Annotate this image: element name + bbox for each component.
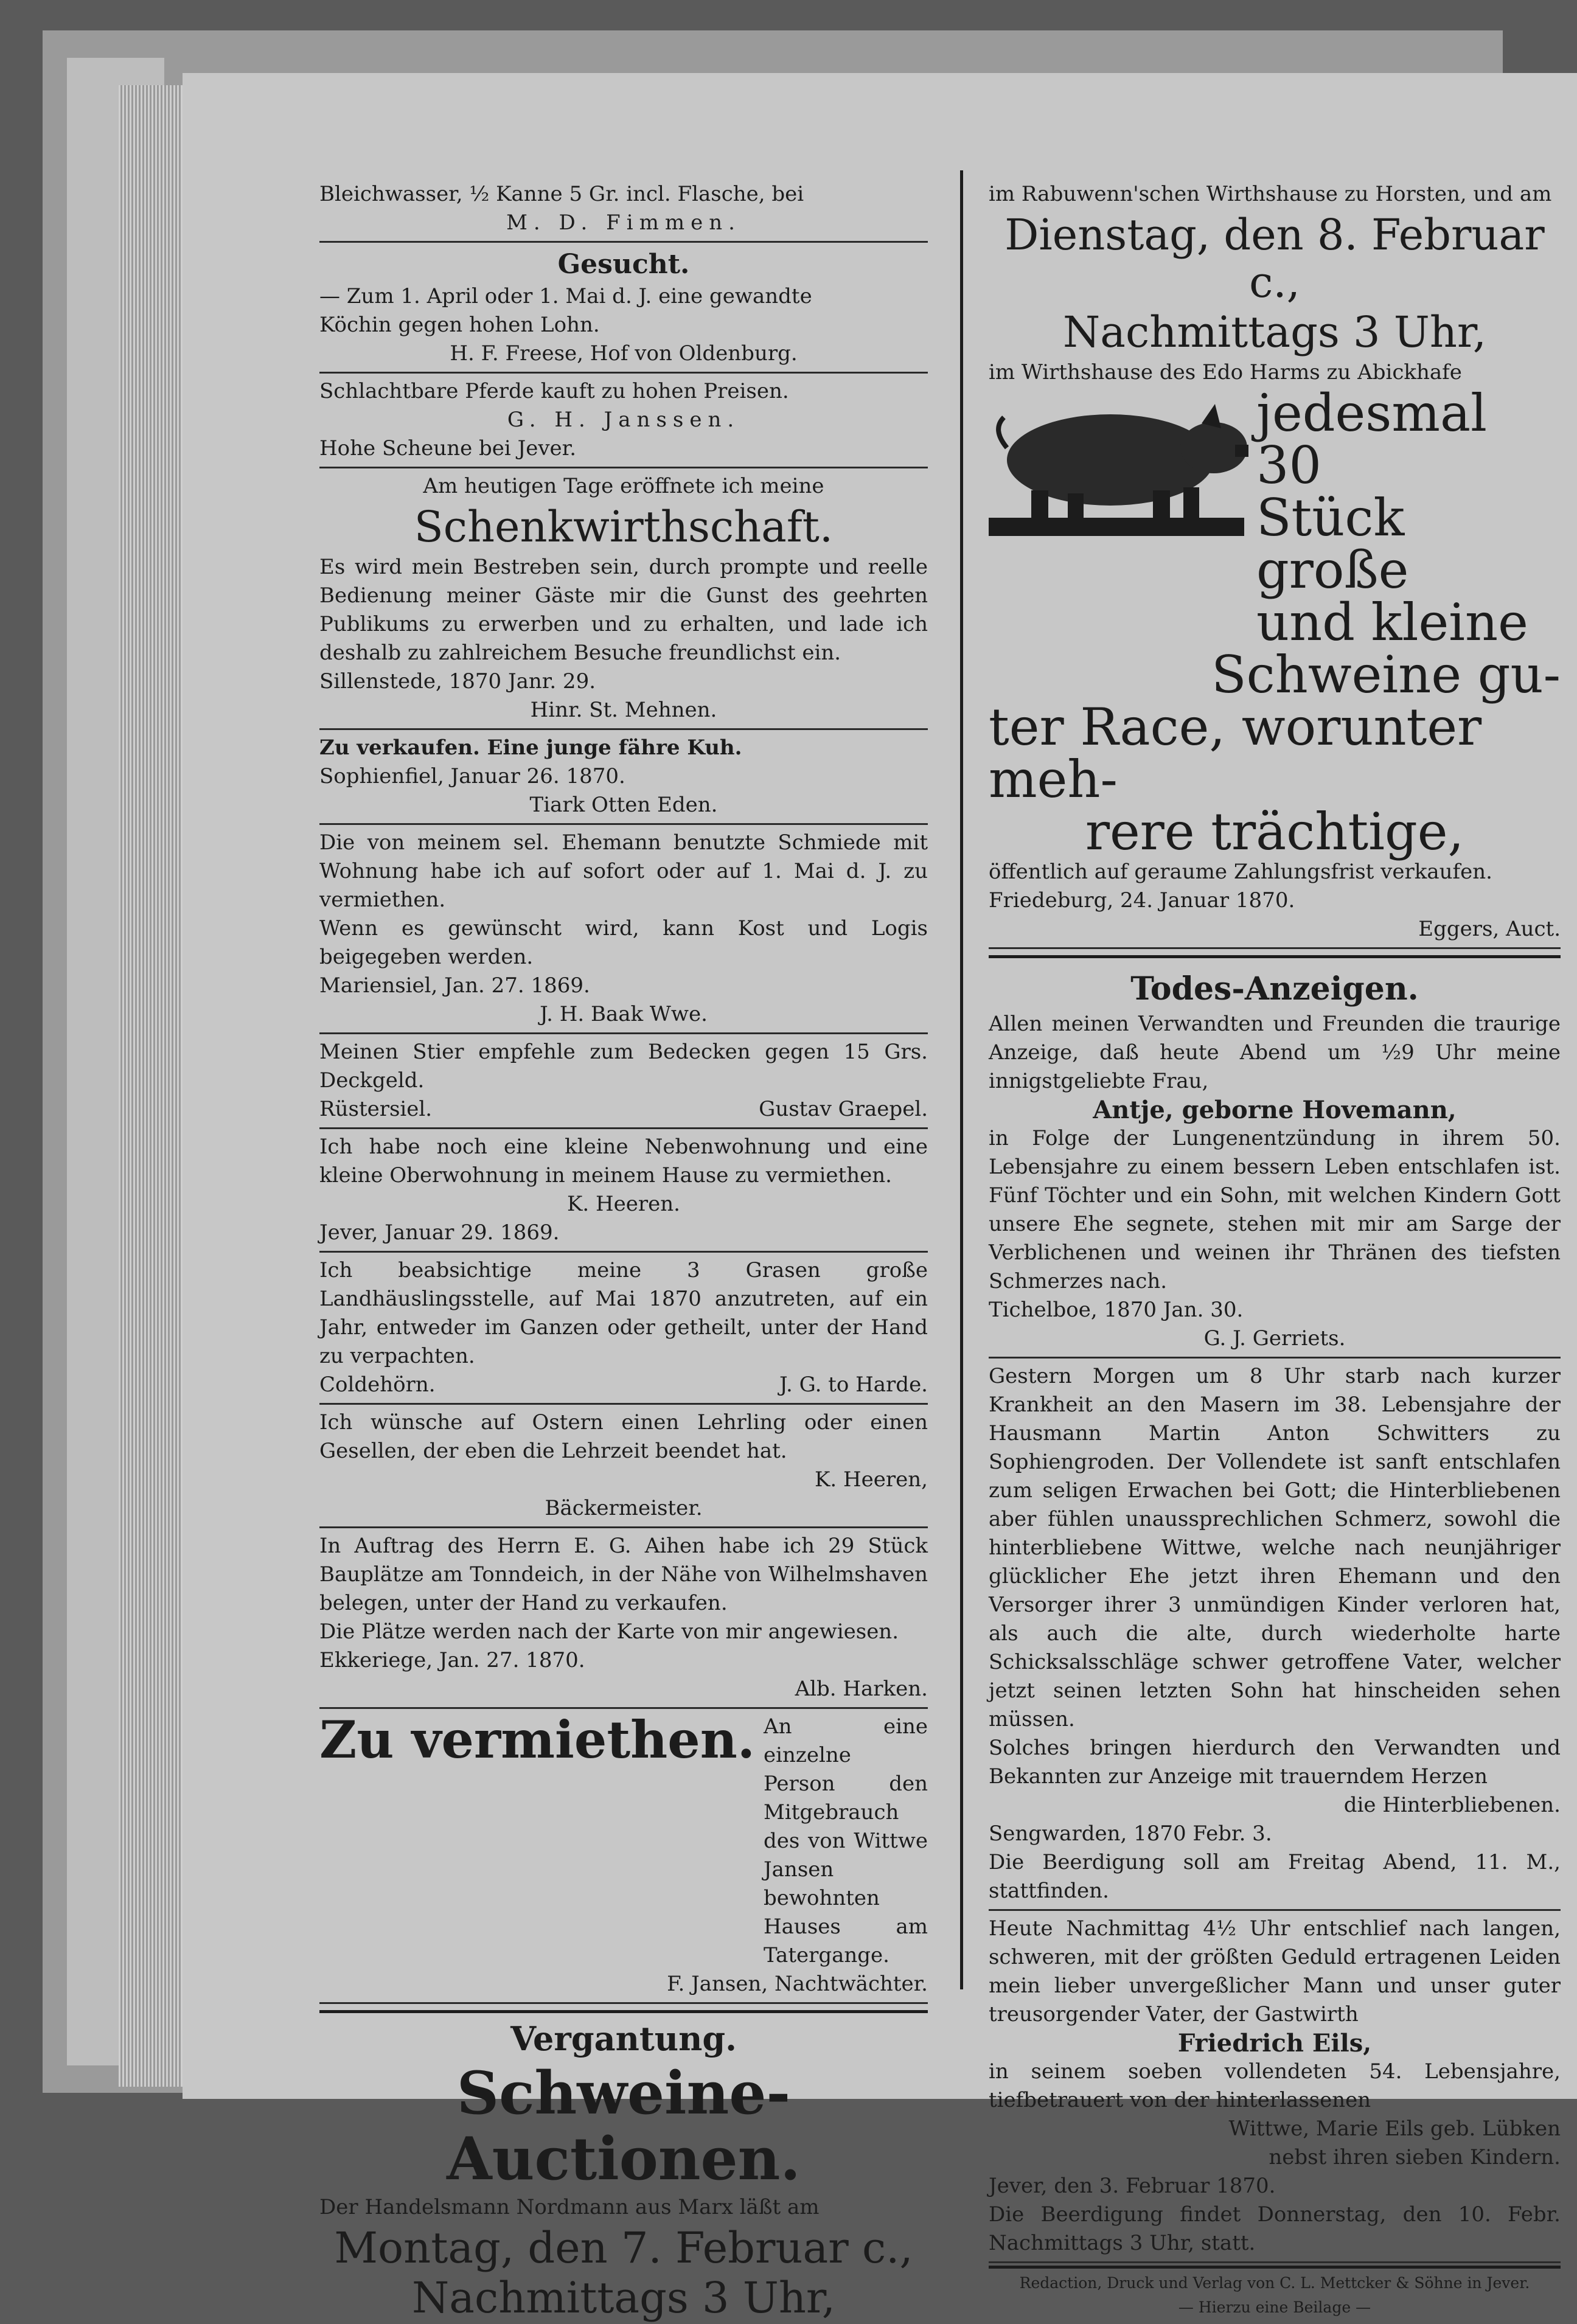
ad-lehrling: [319, 1405, 928, 1528]
notice-text: in Folge der Lungenentzündung in ihrem 50. Lebensjahre zu einem bessern Leben entschlafen ist. Fünf Töchter und ein Sohn, mit welchen Kindern Gott unsere Ehe segnete, stehen mit mir am Sarge der Verblichenen und weinen ihr Thränen des tiefsten Schmerzes nach.: [989, 1126, 1561, 1293]
ad-headline: Stück große: [1256, 488, 1409, 600]
ad-headline: rere trächtige,: [1085, 802, 1464, 861]
death-notice-eils: [989, 1911, 1561, 2263]
ad-text: Die Plätze werden nach der Karte von mir angewiesen.: [319, 1619, 899, 1644]
ad-title: Gesucht.: [557, 249, 690, 280]
ad-kuh: [319, 730, 928, 825]
ad-bauplaetze: [319, 1528, 928, 1709]
notice-text: Heute Nachmittag 4½ Uhr entschlief nach langen, schweren, mit der größten Geduld ertragenen Leiden mein lieber unvergeßlicher Mann und unser guter treusorgender Vater, der Gastwirth: [989, 1916, 1561, 2027]
ad-signature: J. H. Baak Wwe.: [540, 1002, 708, 1026]
ad-text: im Rabuwenn'schen Wirthshause zu Horsten, und am: [989, 182, 1552, 206]
ad-signature: K. Heeren,: [815, 1467, 928, 1492]
ad-stier: [319, 1034, 928, 1129]
ad-headline: und kleine: [1256, 593, 1528, 652]
notice-date: Jever, den 3. Februar 1870.: [989, 2174, 1276, 2198]
ad-text: Schlachtbare Pferde kauft zu hohen Preisen.: [319, 379, 789, 403]
ad-text: Wenn es gewünscht wird, kann Kost und Logis beigegeben werden.: [319, 916, 928, 969]
ad-gesucht: [319, 243, 928, 374]
ad-schmiede: [319, 825, 928, 1034]
ad-text: Ich wünsche auf Ostern einen Lehrling oder einen Gesellen, der eben die Lehrzeit beendet hat.: [319, 1410, 928, 1463]
notice-name: Friedrich Eils,: [1177, 2029, 1372, 2058]
footer-rule: [989, 2266, 1561, 2269]
right-column: [989, 176, 1561, 2320]
ad-schweine-auktion-continued: [989, 176, 1561, 949]
notice-date: Sengwarden, 1870 Febr. 3.: [989, 1821, 1272, 1846]
notice-text: Die Beerdigung findet Donnerstag, den 10. Febr. Nachmittags 3 Uhr, statt.: [989, 2202, 1561, 2255]
ad-signature: Eggers, Auct.: [1418, 917, 1561, 941]
ad-date: Jever, Januar 29. 1869.: [319, 1220, 560, 1245]
section-rule: [319, 2010, 928, 2013]
ad-headline: ter Race, worunter meh-: [989, 697, 1482, 809]
column-divider: [960, 170, 963, 1989]
ad-text: — Zum 1. April oder 1. Mai d. J. eine gewandte: [319, 284, 812, 308]
death-notice-schwitters: [989, 1359, 1561, 1911]
supplement-note: — Hierzu eine Beilage —: [1178, 2298, 1371, 2316]
notice-signature: nebst ihren sieben Kindern.: [1269, 2145, 1561, 2169]
ad-signature: M. D. Fimmen.: [506, 210, 741, 235]
ad-date: Montag, den 7. Februar c.,: [334, 2223, 913, 2273]
pig-text-block: [1256, 383, 1561, 652]
ad-time: Nachmittags 3 Uhr,: [1063, 307, 1486, 357]
ad-text: An eine einzelne Person den Mitgebrauch des von Wittwe Jansen bewohnten Hauses am Tatergange.: [764, 1714, 928, 1967]
section-title: Todes-Anzeigen.: [1130, 970, 1419, 1007]
ad-text: In Auftrag des Herrn E. G. Aihen habe ich 29 Stück Bauplätze am Tonndeich, in der Nähe von Wilhelmshaven belegen, unter der Hand zu verkaufen.: [319, 1534, 928, 1615]
ad-bleichwasser: [319, 176, 928, 243]
left-column: [319, 176, 928, 2324]
ad-schweine-auktion: [319, 2019, 928, 2322]
ad-title: Schenkwirthschaft.: [414, 502, 834, 552]
ad-signature: K. Heeren.: [567, 1192, 680, 1216]
ad-text: Die von meinem sel. Ehemann benutzte Schmiede mit Wohnung habe ich auf sofort oder auf 1. Mai d. J. zu vermiethen.: [319, 830, 928, 912]
ad-signature: Gustav Graepel.: [759, 1097, 928, 1121]
ad-date: Dienstag, den 8. Februar c.,: [1004, 210, 1545, 307]
ad-signature: G. H. Janssen.: [507, 408, 740, 432]
ad-text: Es wird mein Bestreben sein, durch prompte und reelle Bedienung meiner Gäste mir die Gunst des geehrten Publikums zu erwerben und zu erhalten, und lade ich deshalb zu zahlreichem Besuche freundlichst ein.: [319, 555, 928, 665]
ad-date: Mariensiel, Jan. 27. 1869.: [319, 973, 590, 998]
ad-signature: J. G. to Harde.: [779, 1372, 928, 1397]
ad-signature: Tiark Otten Eden.: [529, 793, 718, 817]
ad-text: Bleichwasser, ½ Kanne 5 Gr. incl. Flasche, bei: [319, 182, 804, 206]
notice-text: Gestern Morgen um 8 Uhr starb nach kurzer Krankheit an den Masern im 38. Lebensjahre der Hausmann Martin Anton Schwitters zu Sophiengroden. Der Vollendete ist sanft entschlafen zum seligen Erwachen bei Gott; die Hinterbliebenen aber fühlen unaussprechlichen Schmerz, sowohl die hinterbliebene Wittwe, welche nach neunjähriger glücklicher Ehe jetzt ihren Ehemann und den Versorger ihrer 3 unmündigen Kinder verloren hat, als auch die alte, durch wiederholte harte Schicksalsschläge schwer getroffene Vater, welcher jetzt seinen letzten Sohn hat hinscheiden sehen müssen.: [989, 1364, 1561, 1731]
ad-text: öffentlich auf geraume Zahlungsfrist verkaufen.: [989, 860, 1492, 884]
imprint: Redaction, Druck und Verlag von C. L. Mettcker & Söhne in Jever.: [1019, 2274, 1530, 2292]
ad-vermiethen: [319, 1709, 928, 2004]
notice-text: in seinem soeben vollendeten 54. Lebensjahre, tiefbetrauert von der hinterlassenen: [989, 2059, 1561, 2112]
ad-date: Sillenstede, 1870 Janr. 29.: [319, 669, 596, 694]
ad-signature: Alb. Harken.: [795, 1677, 928, 1701]
notice-text: Die Beerdigung soll am Freitag Abend, 11. M., stattfinden.: [989, 1850, 1561, 1903]
ad-headline: jedesmal 30: [1256, 383, 1487, 495]
notice-name: Antje, geborne Hovemann,: [1093, 1096, 1457, 1124]
ad-text: im Wirthshause des Edo Harms zu Abickhafe: [989, 360, 1462, 384]
notice-signature: G. J. Gerriets.: [1203, 1326, 1346, 1351]
ad-wohnung: [319, 1129, 928, 1253]
ad-text: Köchin gegen hohen Lohn.: [319, 313, 600, 337]
ad-text: Ich habe noch eine kleine Nebenwohnung und eine kleine Oberwohnung in meinem Hause zu vermiethen.: [319, 1135, 928, 1188]
ad-signature: F. Jansen, Nachtwächter.: [667, 1972, 928, 1996]
ad-place: Rüstersiel.: [319, 1097, 433, 1121]
ad-place: Hohe Scheune bei Jever.: [319, 436, 576, 461]
ad-title: Vergantung.: [510, 2019, 737, 2058]
ad-date: Ekkeriege, Jan. 27. 1870.: [319, 1648, 585, 1672]
ad-schenkwirthschaft: [319, 468, 928, 730]
notice-signature: die Hinterbliebenen.: [1343, 1793, 1561, 1817]
ad-signature: Hinr. St. Mehnen.: [530, 698, 717, 722]
pig-woodcut-icon: [989, 387, 1250, 545]
notice-text: Solches bringen hierdurch den Verwandten und Bekannten zur Anzeige mit trauerndem Herzen: [989, 1736, 1561, 1789]
ad-signature: Bäckermeister.: [545, 1496, 703, 1520]
death-notice-gerriets: [989, 964, 1561, 1359]
ad-signature: H. F. Freese, Hof von Oldenburg.: [450, 341, 798, 366]
ad-text: Am heutigen Tage eröffnete ich meine: [423, 474, 824, 498]
ad-time: Nachmittags 3 Uhr,: [412, 2273, 835, 2323]
section-rule: [989, 955, 1561, 958]
ad-pferde: [319, 374, 928, 468]
ad-text: Der Handelsmann Nordmann aus Marx läßt am: [319, 2195, 820, 2219]
ad-text: Zu verkaufen. Eine junge fähre Kuh.: [319, 736, 742, 760]
ad-headline: Schweine gu-: [1211, 645, 1561, 705]
notice-date: Tichelboe, 1870 Jan. 30.: [989, 1298, 1244, 1322]
ad-landstelle: [319, 1253, 928, 1405]
ad-text: Meinen Stier empfehle zum Bedecken gegen 15 Grs. Deckgeld.: [319, 1040, 928, 1093]
ad-text: Ich beabsichtige meine 3 Grasen große Landhäuslingsstelle, auf Mai 1870 anzutreten, auf ein Jahr, entweder im Ganzen oder getheilt, unter der Hand zu verpachten.: [319, 1258, 928, 1368]
ad-title: Zu vermiethen.: [319, 1710, 756, 1770]
notice-signature: Wittwe, Marie Eils geb. Lübken: [1228, 2117, 1561, 2141]
ad-date: Sophienfiel, Januar 26. 1870.: [319, 764, 625, 788]
ad-headline: Schweine-Auctionen.: [447, 2059, 801, 2193]
ad-place: Coldehörn.: [319, 1372, 436, 1397]
notice-text: Allen meinen Verwandten und Freunden die traurige Anzeige, daß heute Abend um ½9 Uhr meine innigstgeliebte Frau,: [989, 1012, 1561, 1093]
ad-date: Friedeburg, 24. Januar 1870.: [989, 888, 1295, 913]
